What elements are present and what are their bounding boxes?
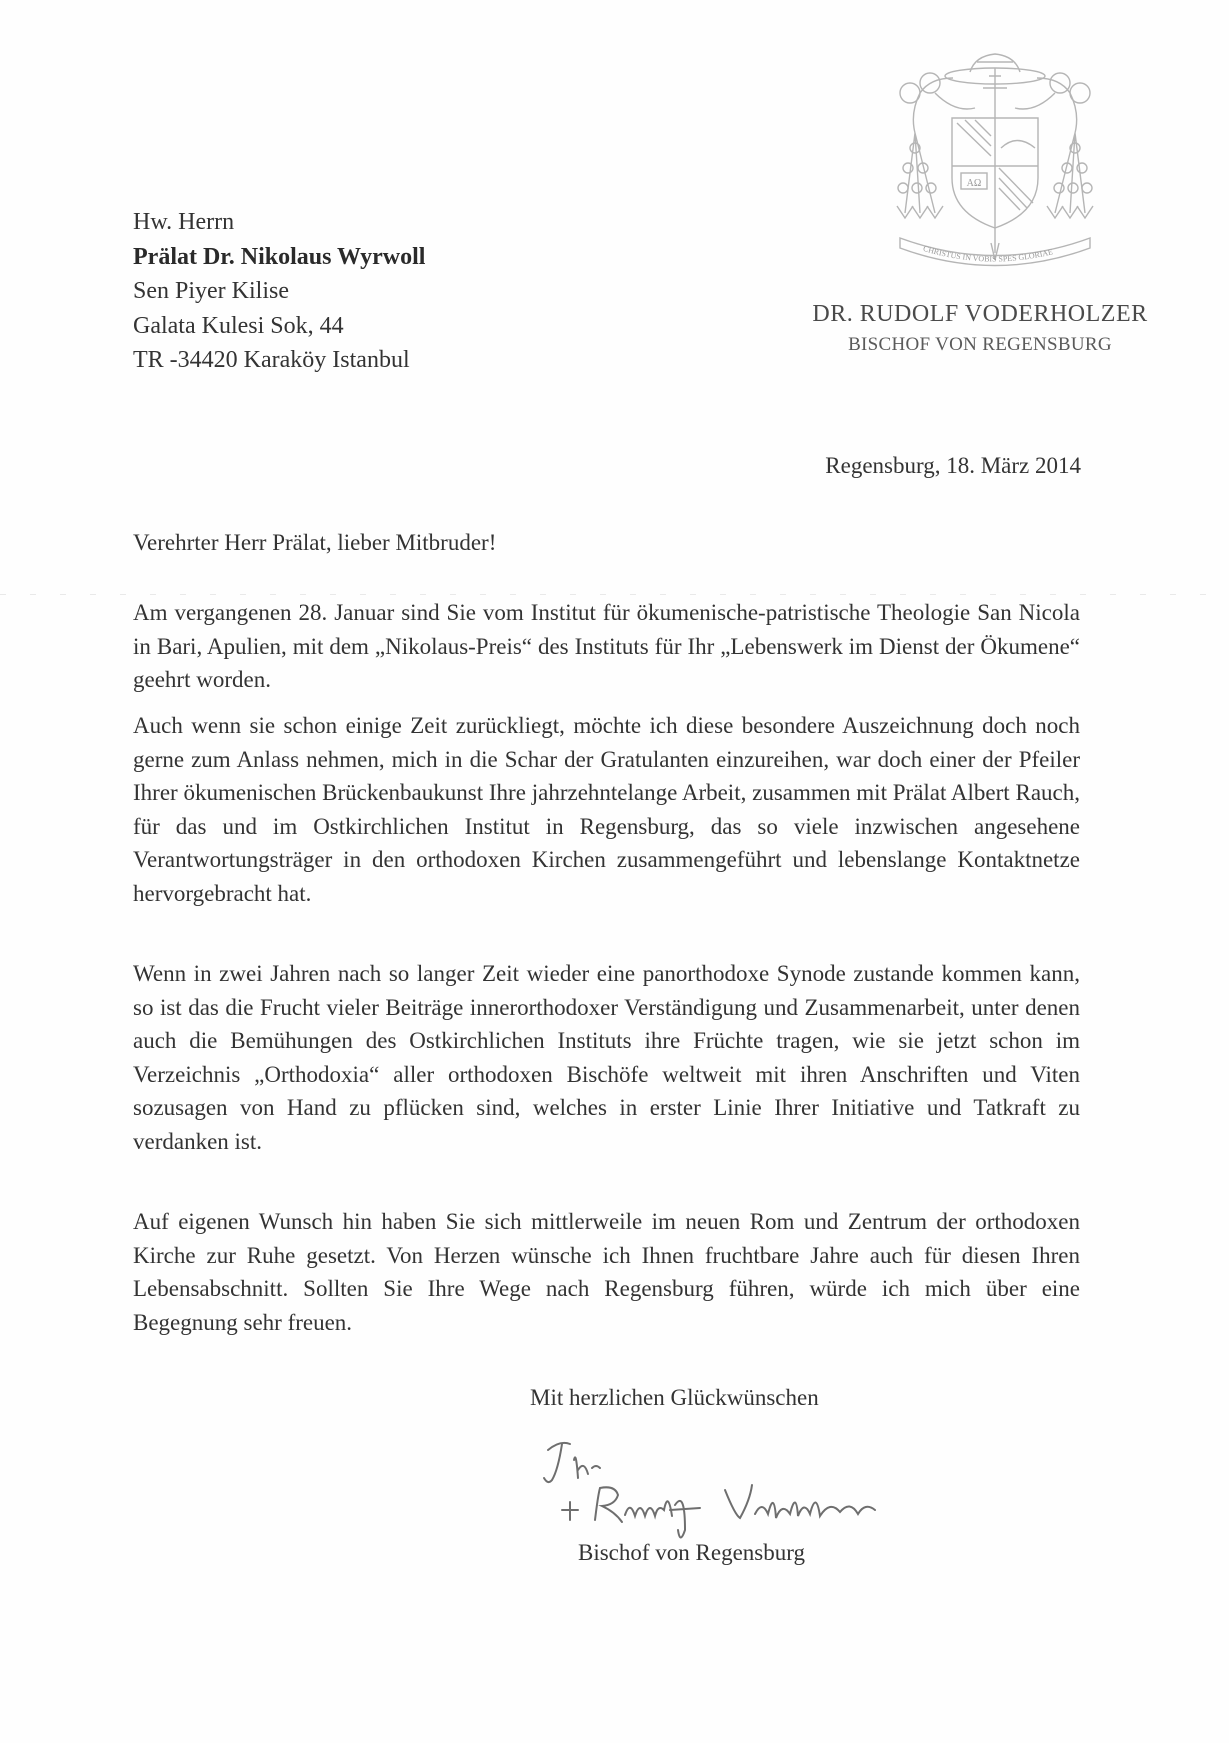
crest-motto: CHRISTUS IN VOBIS SPES GLORIAE <box>922 243 1054 264</box>
letterhead-name: DR. RUDOLF VODERHOLZER <box>812 301 1148 327</box>
body-paragraph: Auch wenn sie schon einige Zeit zurückliegt, möchte ich diese besondere Auszeichnung doch noch gerne zum Anlass nehmen, mich in die Schar der Gratulanten einzureihen, war doch einer der Pfeiler Ihrer ökumenischen Brückenbaukunst Ihre jahrzehntelange Arbeit, zusammen mit Prälat Albert Rauch, für das und im Ostkirchlichen Institut in Regensburg, das so viele inzwischen angesehene Verantwortungsträger in den orthodoxen Kirchen zusammengeführt und lebenslange Kontaktnetze hervorgebracht hat. <box>133 713 1080 906</box>
address-line: TR -34420 Karaköy Istanbul <box>133 347 410 373</box>
letterhead-title: BISCHOF VON REGENSBURG <box>848 334 1112 355</box>
handwritten-signature <box>540 1430 960 1550</box>
salutation: Verehrter Herr Prälat, lieber Mitbruder! <box>133 530 497 555</box>
coat-of-arms-icon <box>875 38 1115 278</box>
recipient-address <box>133 205 425 378</box>
address-line: Galata Kulesi Sok, 44 <box>133 312 344 339</box>
scan-artifact-divider <box>0 594 1229 595</box>
closing-phrase: Mit herzlichen Glückwünschen <box>530 1385 819 1410</box>
address-line: Sen Piyer Kilise <box>133 278 289 304</box>
recipient-name: Prälat Dr. Nikolaus Wyrwoll <box>133 243 426 270</box>
crest-book-text: AΩ <box>966 178 982 189</box>
recipient-salutation-line: Hw. Herrn <box>133 209 235 235</box>
body-paragraph: Am vergangenen 28. Januar sind Sie vom Institut für ökumenische-patristische Theologie San Nicola in Bari, Apulien, mit dem „Nikolaus-Preis“ des Instituts für Ihr „Lebenswerk im Dienst der Ökumene“ geehrt worden. <box>133 600 1080 692</box>
body-paragraph: Auf eigenen Wunsch hin haben Sie sich mittlerweile im neuen Rom und Zentrum der orthodoxen Kirche zur Ruhe gesetzt. Von Herzen wünsche ich Ihnen fruchtbare Jahre auch für diesen Ihren Lebensabschnitt. Sollten Sie Ihre Wege nach Regensburg führen, würde ich mich über eine Begegnung sehr freuen. <box>133 1209 1080 1335</box>
body-paragraph: Wenn in zwei Jahren nach so langer Zeit wieder eine panorthodoxe Synode zustande kommen kann, so ist das die Frucht vieler Beiträge innerorthodoxer Verständigung und Zusammenarbeit, unter denen auch die Bemühungen des Ostkirchlichen Instituts ihre Früchte tragen, wie sie jetzt schon im Verzeichnis „Orthodoxia“ aller orthodoxen Bischöfe weltweit mit ihren Anschriften und Viten sozusagen von Hand zu pflücken sind, welches in erster Linie Ihrer Initiative und Tatkraft zu verdanken ist. <box>133 961 1080 1154</box>
letter-date: Regensburg, 18. März 2014 <box>825 453 1081 478</box>
signer-title: Bischof von Regensburg <box>578 1540 806 1565</box>
